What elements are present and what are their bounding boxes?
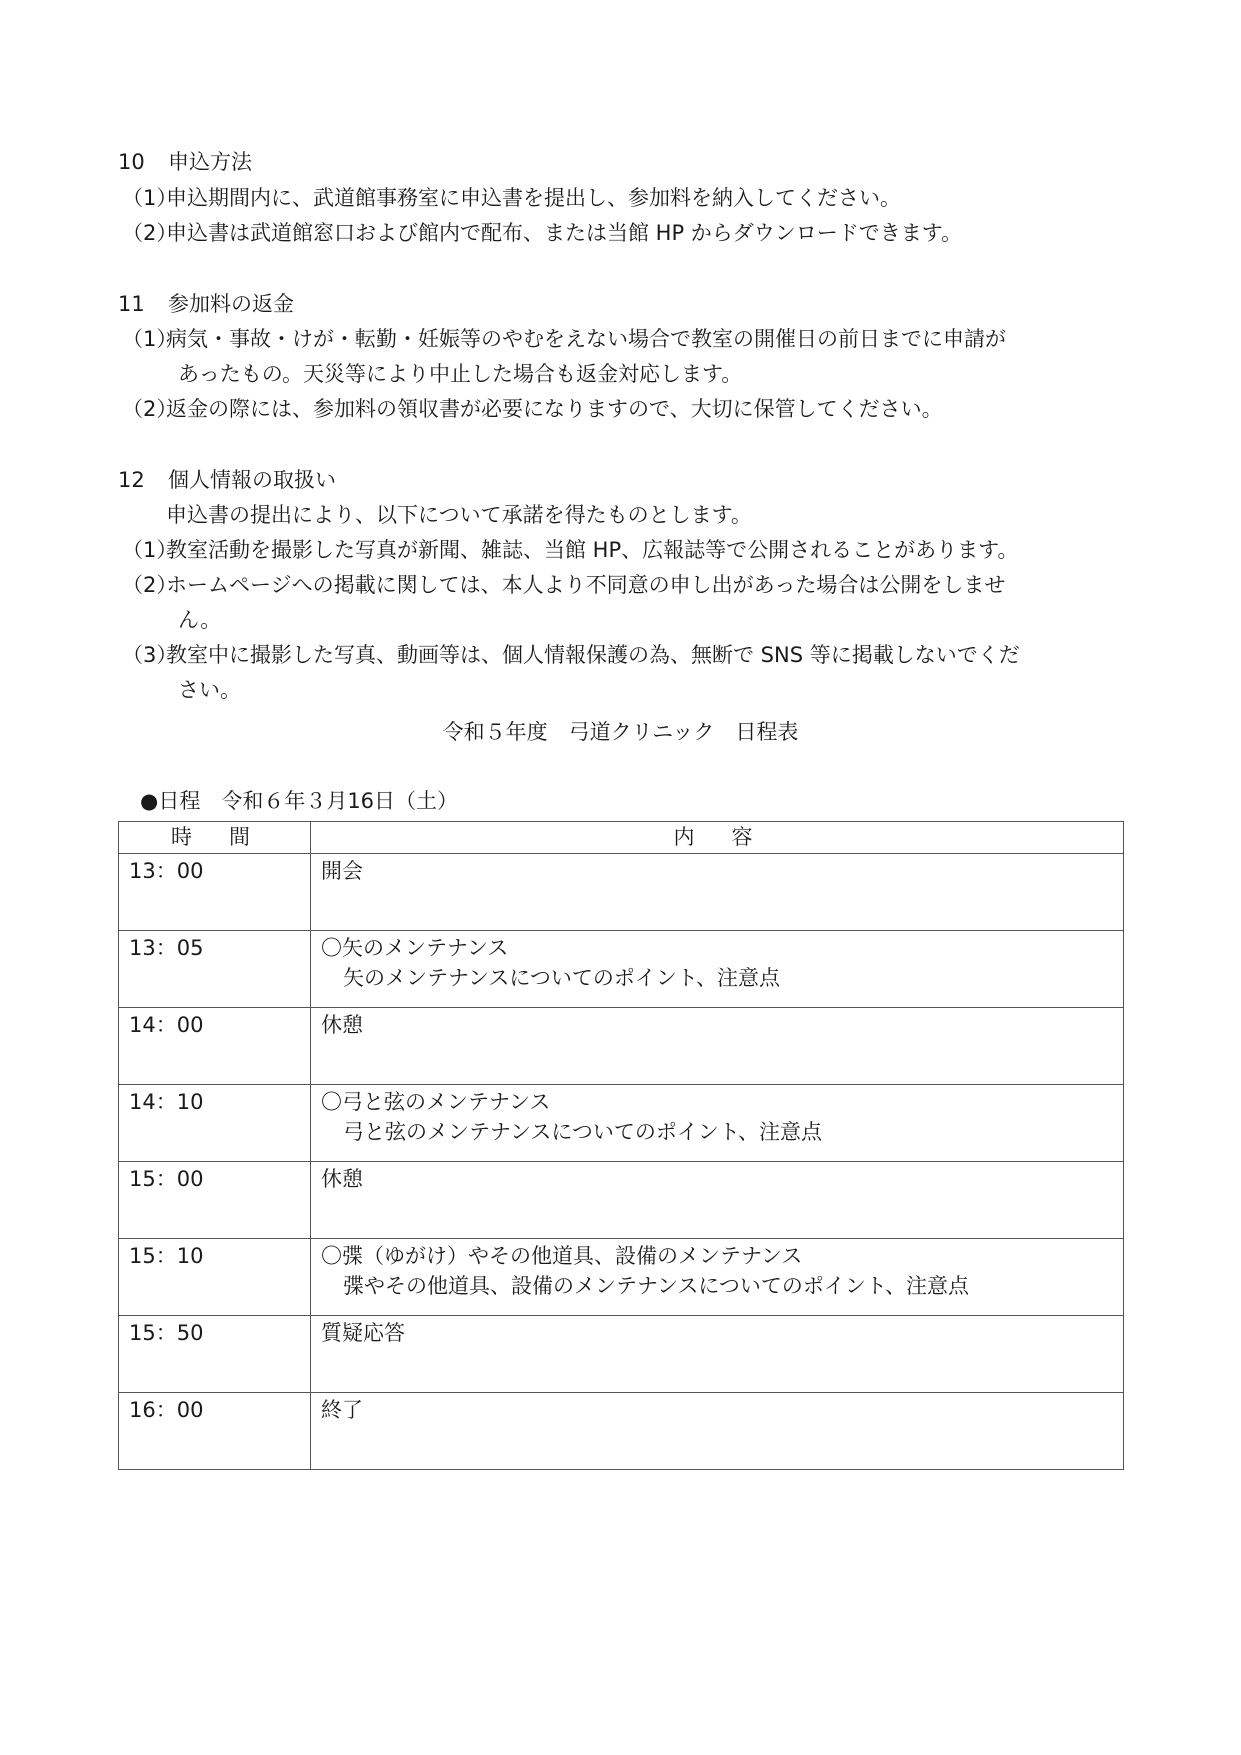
list-item-continuation: ん。 xyxy=(178,608,222,632)
schedule-date: ●日程 令和６年３月16日（土） xyxy=(140,789,459,813)
list-item-continuation: あったもの。天災等により中止した場合も返金対応します。 xyxy=(178,362,743,386)
schedule-table xyxy=(118,821,1124,1470)
content-cell: 〇弓と弦のメンテナンス 弓と弦のメンテナンスについてのポイント、注意点 xyxy=(311,1085,1124,1162)
list-item-continuation: さい。 xyxy=(178,678,241,702)
list-item: （1）教室活動を撮影した写真が新聞、雑誌、当館 HP、広報誌等で公開されることがあります。 xyxy=(122,538,1019,562)
content-cell: 〇矢のメンテナンス 矢のメンテナンスについてのポイント、注意点 xyxy=(311,931,1124,1008)
section-number: 12 xyxy=(118,468,145,492)
table-header-row xyxy=(119,822,1124,854)
content-cell: 休憩 xyxy=(311,1008,1124,1085)
content-column-header: 内 容 xyxy=(311,822,1124,854)
time-cell: 14：10 xyxy=(119,1085,311,1162)
list-item: （2）申込書は武道館窓口および館内で配布、または当館 HP からダウンロードできます。 xyxy=(122,221,963,245)
list-item: （2）ホームページへの掲載に関しては、本人より不同意の申し出があった場合は公開をしませ xyxy=(122,573,1006,597)
section-title: 参加料の返金 xyxy=(168,292,294,316)
table-row xyxy=(119,931,1124,1008)
list-item: （3）教室中に撮影した写真、動画等は、個人情報保護の為、無断で SNS 等に掲載しないでくだ xyxy=(122,643,1020,667)
time-cell: 15：50 xyxy=(119,1316,311,1393)
content-cell: 開会 xyxy=(311,854,1124,931)
section-intro: 申込書の提出により、以下について承諾を得たものとします。 xyxy=(166,503,752,527)
section-heading-10 xyxy=(118,147,252,177)
section-title: 申込方法 xyxy=(168,150,252,174)
table-row xyxy=(119,854,1124,931)
time-cell: 13：05 xyxy=(119,931,311,1008)
content-cell: 終了 xyxy=(311,1393,1124,1470)
section-number: 11 xyxy=(118,292,145,316)
list-item: （1）病気・事故・けが・転勤・妊娠等のやむをえない場合で教室の開催日の前日までに申請が xyxy=(122,327,1006,351)
time-cell: 15：10 xyxy=(119,1239,311,1316)
schedule-title: 令和５年度 弓道クリニック 日程表 xyxy=(442,720,799,744)
content-cell: 休憩 xyxy=(311,1162,1124,1239)
section-title: 個人情報の取扱い xyxy=(168,468,336,492)
table-row xyxy=(119,1393,1124,1470)
section-heading-12 xyxy=(118,465,336,495)
time-cell: 14：00 xyxy=(119,1008,311,1085)
table-row xyxy=(119,1162,1124,1239)
table-row xyxy=(119,1008,1124,1085)
time-cell: 13：00 xyxy=(119,854,311,931)
list-item: （2）返金の際には、参加料の領収書が必要になりますので、大切に保管してください。 xyxy=(122,397,943,421)
time-column-header: 時 間 xyxy=(119,822,311,854)
content-cell: 質疑応答 xyxy=(311,1316,1124,1393)
table-row xyxy=(119,1085,1124,1162)
section-number: 10 xyxy=(118,150,145,174)
section-heading-11 xyxy=(118,289,294,319)
list-item: （1）申込期間内に、武道館事務室に申込書を提出し、参加料を納入してください。 xyxy=(122,186,901,210)
time-cell: 15：00 xyxy=(119,1162,311,1239)
table-row xyxy=(119,1239,1124,1316)
time-cell: 16：00 xyxy=(119,1393,311,1470)
table-row xyxy=(119,1316,1124,1393)
content-cell: 〇弽（ゆがけ）やその他道具、設備のメンテナンス 弽やその他道具、設備のメンテナンスについてのポイント、注意点 xyxy=(311,1239,1124,1316)
